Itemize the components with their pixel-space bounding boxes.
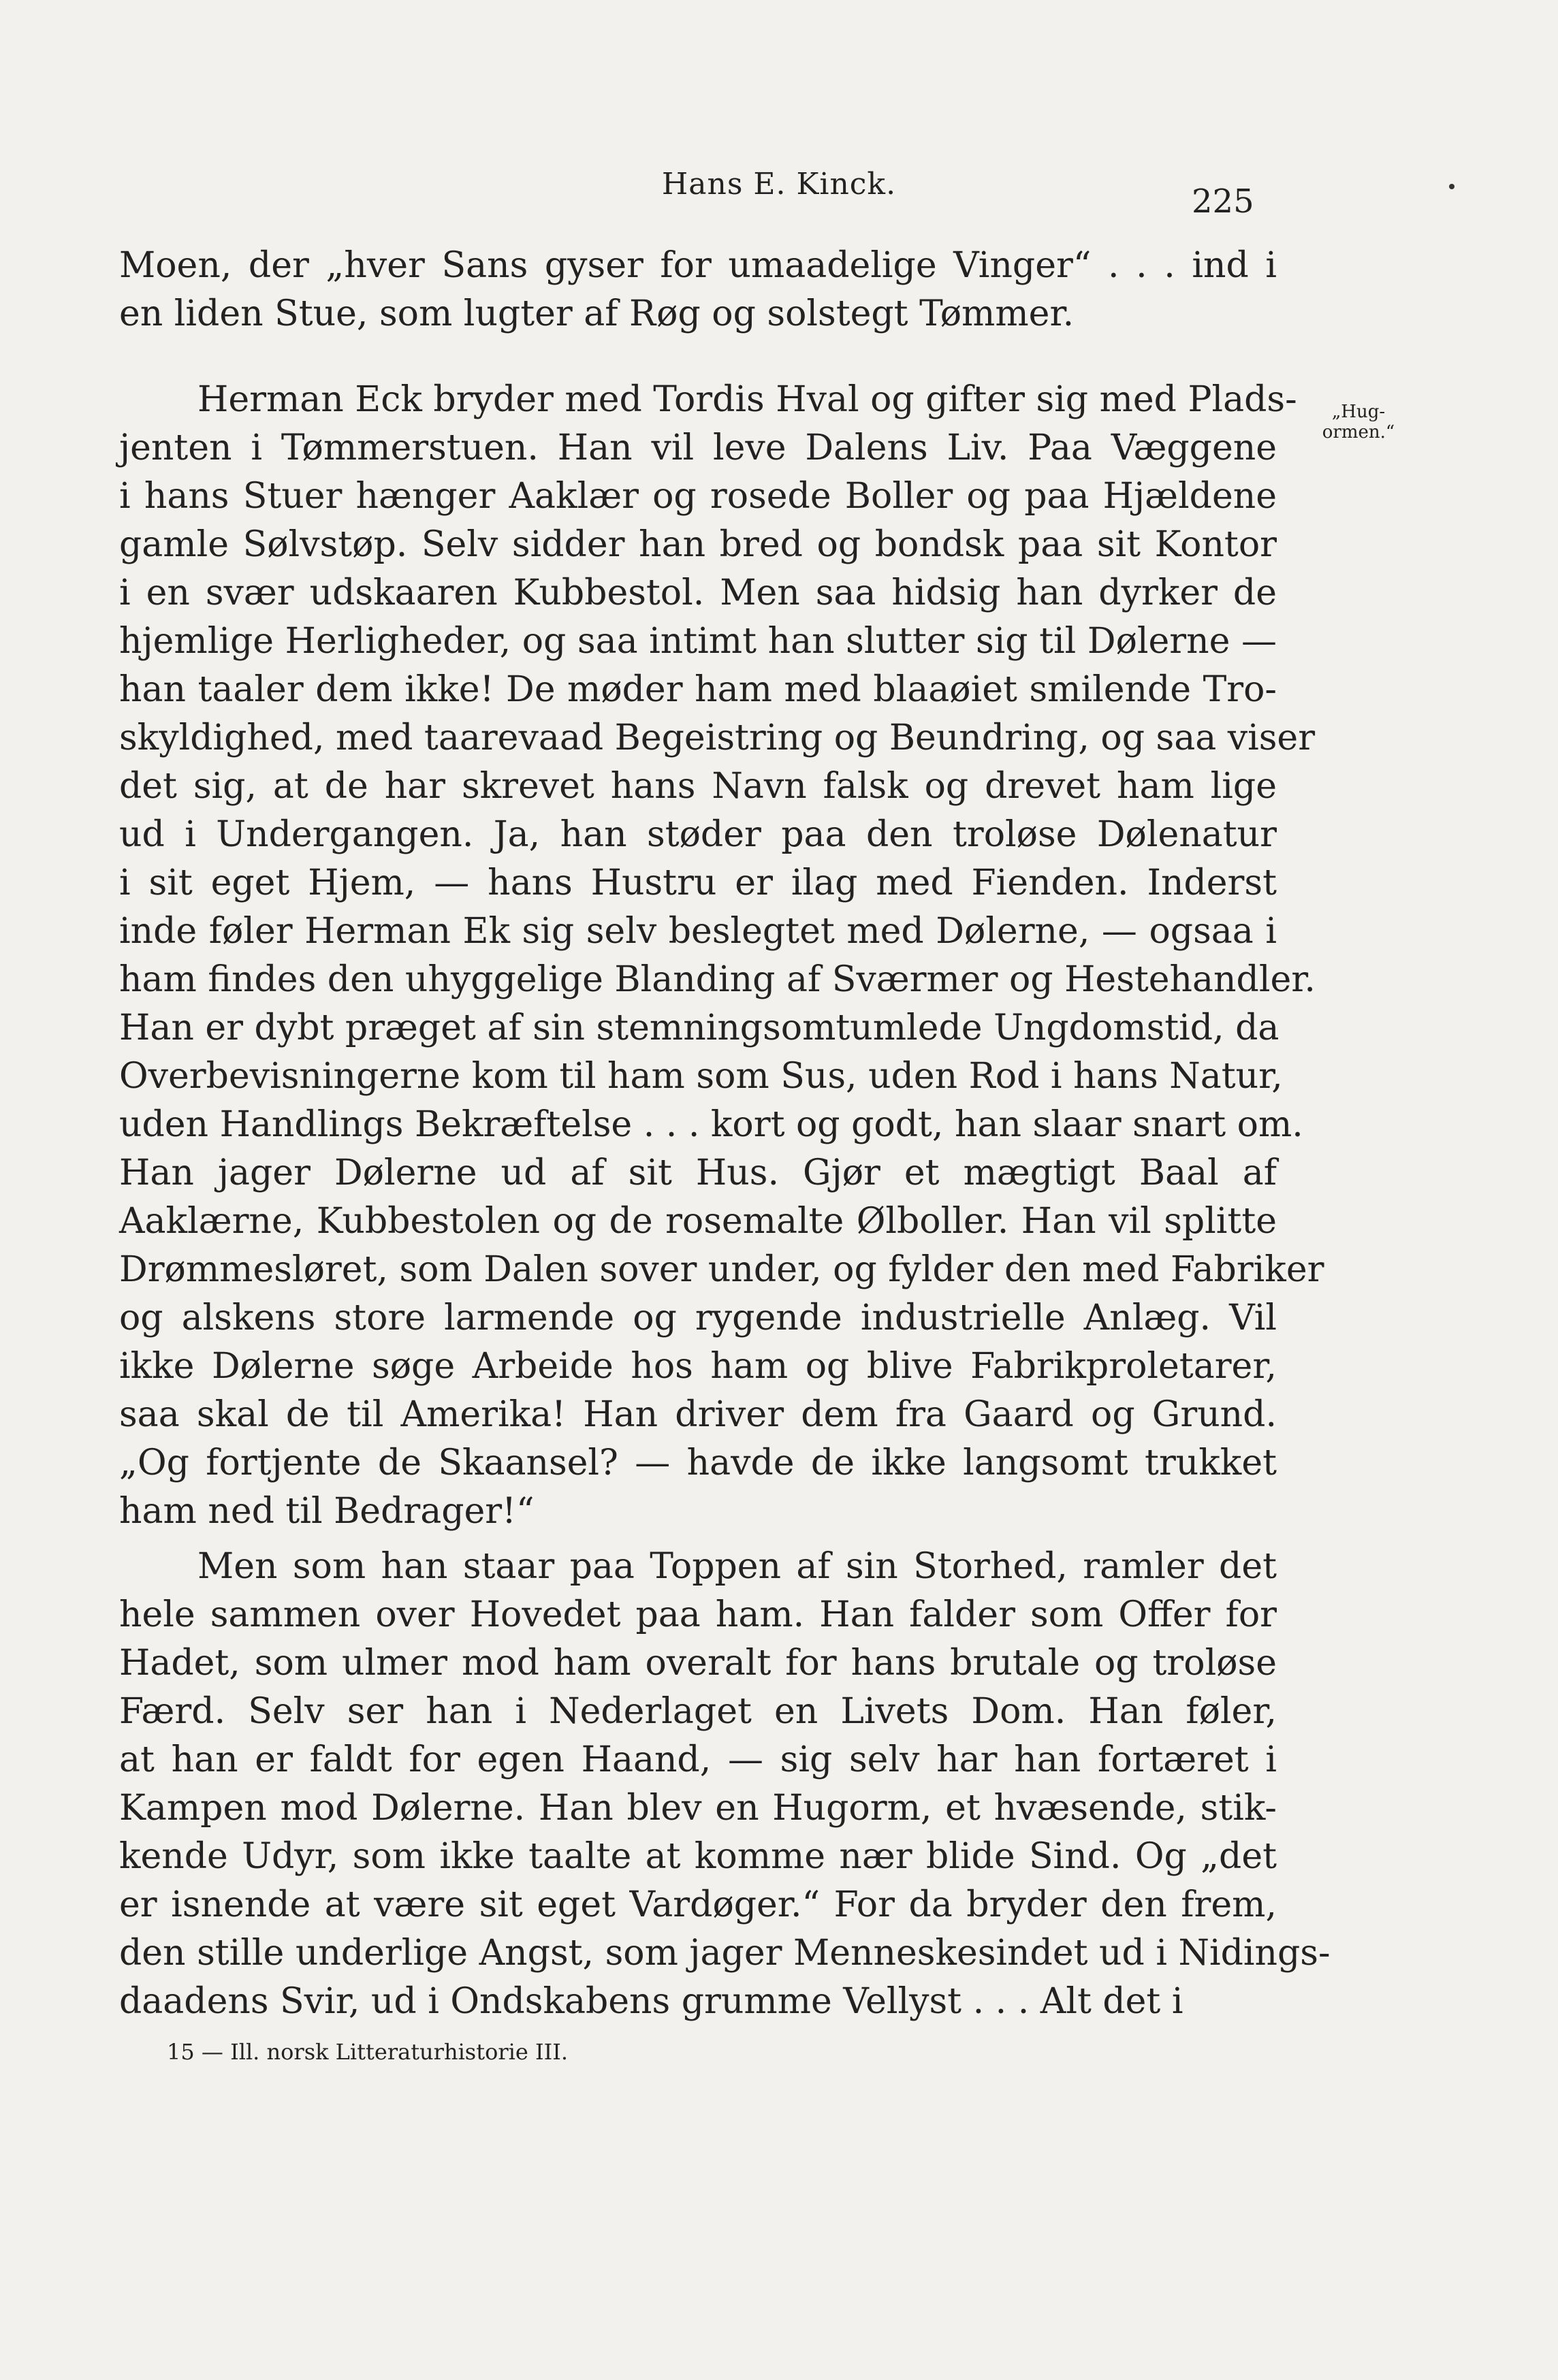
- text-line: en liden Stue, som lugter af Røg og solstegt Tømmer.: [119, 293, 1075, 334]
- text-line: i en svær udskaaren Kubbestol. Men saa hidsig han dyrker de: [119, 573, 1277, 613]
- text-line: Aaklærne, Kubbestolen og de rosemalte Ølboller. Han vil splitte: [119, 1201, 1277, 1242]
- text-line: Kampen mod Dølerne. Han blev en Hugorm, et hvæsende, stik-: [119, 1788, 1277, 1829]
- marginal-note-line: „Hug-: [1331, 402, 1386, 422]
- text-line: skyldighed, med taarevaad Begeistring og Beundring, og saa viser: [119, 718, 1316, 758]
- paragraph: [119, 1543, 1331, 2026]
- text-line: ham findes den uhyggelige Blanding af Sværmer og Hestehandler.: [119, 959, 1316, 1000]
- text-line: inde føler Herman Ek sig selv beslegtet med Dølerne, — ogsaa i: [119, 911, 1277, 952]
- text-line: at han er faldt for egen Haand, — sig selv har han fortæret i: [119, 1739, 1277, 1780]
- text-line: Overbevisningerne kom til ham som Sus, uden Rod i hans Natur,: [119, 1056, 1283, 1097]
- body-text: [119, 242, 1331, 2026]
- text-line: i sit eget Hjem, — hans Hustru er ilag med Fienden. Inderst: [119, 863, 1277, 903]
- text-line: saa skal de til Amerika! Han driver dem fra Gaard og Grund.: [119, 1394, 1277, 1435]
- text-line: den stille underlige Angst, som jager Menneskesindet ud i Nidings-: [119, 1933, 1331, 1974]
- text-line: i hans Stuer hænger Aaklær og rosede Boller og paa Hjældene: [119, 476, 1277, 517]
- text-line: og alskens store larmende og rygende industrielle Anlæg. Vil: [119, 1298, 1277, 1338]
- marginal-note-line: ormen.“: [1322, 422, 1395, 443]
- marginal-note: [1311, 402, 1406, 443]
- text-line: hjemlige Herligheder, og saa intimt han slutter sig til Dølerne —: [119, 621, 1277, 662]
- text-line: daadens Svir, ud i Ondskabens grumme Vellyst . . . Alt det i: [119, 1981, 1183, 2022]
- text-line: Færd. Selv ser han i Nederlaget en Livets Dom. Han føler,: [119, 1691, 1277, 1732]
- text-line: hele sammen over Hovedet paa ham. Han falder som Offer for: [119, 1594, 1277, 1635]
- text-line: Han er dybt præget af sin stemningsomtumlede Ungdomstid, da: [119, 1008, 1279, 1048]
- text-line: Drømmesløret, som Dalen sover under, og fylder den med Fabriker: [119, 1249, 1324, 1290]
- text-line: det sig, at de har skrevet hans Navn falsk og drevet ham lige: [119, 766, 1277, 807]
- text-line: kende Udyr, som ikke taalte at komme nær blide Sind. Og „det: [119, 1836, 1277, 1877]
- text-line: han taaler dem ikke! De møder ham med blaaøiet smilende Tro-: [119, 669, 1277, 710]
- text-line: er isnende at være sit eget Vardøger.“ For da bryder den frem,: [119, 1884, 1277, 1925]
- text-line: Men som han staar paa Toppen af sin Storhed, ramler det: [197, 1546, 1277, 1587]
- text-line: Moen, der „hver Sans gyser for umaadelige Vinger“ . . . ind i: [119, 245, 1277, 286]
- text-line: Han jager Dølerne ud af sit Hus. Gjør et mægtigt Baal af: [119, 1153, 1277, 1193]
- text-line: ud i Undergangen. Ja, han støder paa den troløse Dølenatur: [119, 814, 1277, 855]
- printer-signature: 15 — Ill. norsk Litteraturhistorie III.: [167, 2039, 569, 2065]
- running-title: Hans E. Kinck.: [661, 167, 897, 202]
- page-number: 225: [1192, 182, 1254, 221]
- text-line: gamle Sølvstøp. Selv sidder han bred og bondsk paa sit Kontor: [119, 524, 1277, 565]
- paragraph: [119, 376, 1324, 1536]
- text-line: Herman Eck bryder med Tordis Hval og gifter sig med Plads-: [197, 379, 1297, 420]
- text-line: „Og fortjente de Skaansel? — havde de ikke langsomt trukket: [119, 1443, 1277, 1483]
- text-line: uden Handlings Bekræftelse . . . kort og godt, han slaar snart om.: [119, 1104, 1303, 1145]
- ink-speck: [1449, 184, 1454, 189]
- text-line: ham ned til Bedrager!“: [119, 1491, 535, 1532]
- text-line: Hadet, som ulmer mod ham overalt for hans brutale og troløse: [119, 1643, 1277, 1684]
- text-line: jenten i Tømmerstuen. Han vil leve Dalens Liv. Paa Væggene: [119, 428, 1277, 468]
- paragraph: [119, 242, 1277, 338]
- text-line: ikke Dølerne søge Arbeide hos ham og blive Fabrikproletarer,: [119, 1346, 1277, 1387]
